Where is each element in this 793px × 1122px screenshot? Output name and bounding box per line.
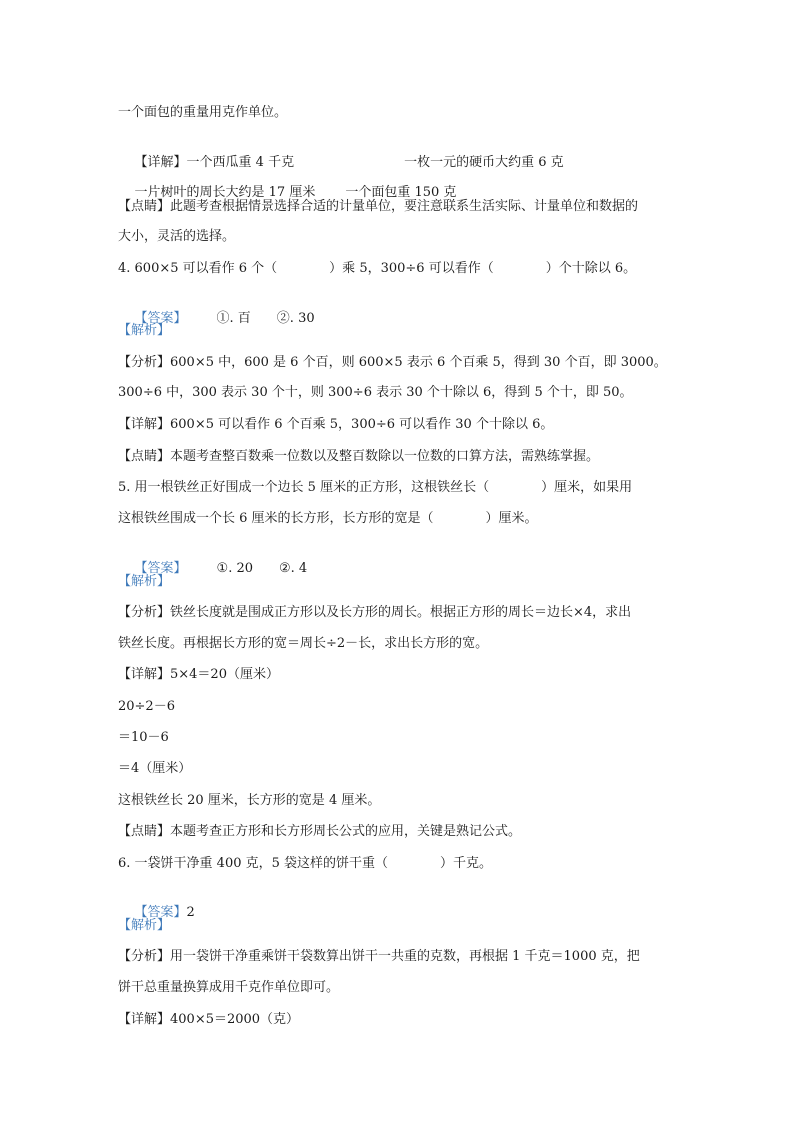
- calc-line: 20÷2－6: [118, 699, 175, 714]
- text-line: 【详解】5×4＝20（厘米）: [118, 667, 279, 682]
- detail-text: 一片树叶的周长大约是 17 厘米: [134, 185, 316, 200]
- answer-value: ①. 20 ②. 4: [216, 561, 308, 576]
- text-line: 【分析】铁丝长度就是围成正方形以及长方形的周长。根据正方形的周长＝边长×4，求出: [118, 605, 632, 620]
- detail-text: 一枚一元的硬币大约重 6 克: [404, 155, 564, 170]
- detail-text: 一个面包重 150 克: [345, 185, 457, 200]
- note-line: 【点睛】此题考查根据情景选择合适的计量单位，要注意联系生活实际、计量单位和数据的: [118, 199, 639, 214]
- text-line: 一个面包的重量用克作单位。: [118, 105, 288, 120]
- answer-label: 【答案】: [134, 561, 187, 576]
- note-line: 【点睛】本题考查正方形和长方形周长公式的应用，关键是熟记公式。: [118, 824, 522, 839]
- text-line: 300÷6 中，300 表示 30 个十，则 300÷6 表示 30 个十除以 6，得到 5 个十，即 50。: [118, 385, 633, 400]
- analysis-label: 【解析】: [118, 323, 171, 338]
- text-line: 铁丝长度。再根据长方形的宽＝周长÷2－长，求出长方形的宽。: [118, 636, 489, 651]
- answer-value: 2: [186, 905, 195, 920]
- text-line: 【详解】600×5 可以看作 6 个百乘 5，300÷6 可以看作 30 个十除以 6。: [118, 417, 554, 432]
- answer-label: 【答案】: [134, 905, 187, 920]
- analysis-label: 【解析】: [118, 918, 171, 933]
- question-6: 6. 一袋饼干净重 400 克，5 袋这样的饼干重（ ）千克。: [118, 856, 493, 871]
- text-line: 这根铁丝长 20 厘米，长方形的宽是 4 厘米。: [118, 793, 381, 808]
- analysis-label: 【解析】: [118, 574, 171, 589]
- text-line: 大小，灵活的选择。: [118, 229, 236, 244]
- text-line: 【详解】400×5＝2000（克）: [118, 1012, 300, 1027]
- text-line: 【分析】600×5 中，600 是 6 个百，则 600×5 表示 6 个百乘 5，得到 30 个百，即 3000。: [118, 355, 667, 370]
- answer-value: ①. 百 ②. 30: [216, 311, 315, 326]
- text-line: 【分析】用一袋饼干净重乘饼干袋数算出饼干一共重的克数，再根据 1 千克＝1000 克，把: [118, 949, 640, 964]
- question-5: 5. 用一根铁丝正好围成一个边长 5 厘米的正方形，这根铁丝长（ ）厘米，如果用: [118, 480, 633, 495]
- detail-text: 【详解】一个西瓜重 4 千克: [134, 155, 295, 170]
- question-5: 这根铁丝围成一个长 6 厘米的长方形，长方形的宽是（ ）厘米。: [118, 511, 538, 526]
- text-line: 饼干总重量换算成用千克作单位即可。: [118, 980, 340, 995]
- question-4: 4. 600×5 可以看作 6 个（ ）乘 5，300÷6 可以看作（ ）个十除以 6。: [118, 261, 637, 276]
- answer-label: 【答案】: [134, 311, 187, 326]
- note-line: 【点睛】本题考查整百数乘一位数以及整百数除以一位数的口算方法，需熟练掌握。: [118, 449, 600, 464]
- calc-line: ＝10－6: [118, 730, 169, 745]
- calc-line: ＝4（厘米）: [118, 761, 192, 776]
